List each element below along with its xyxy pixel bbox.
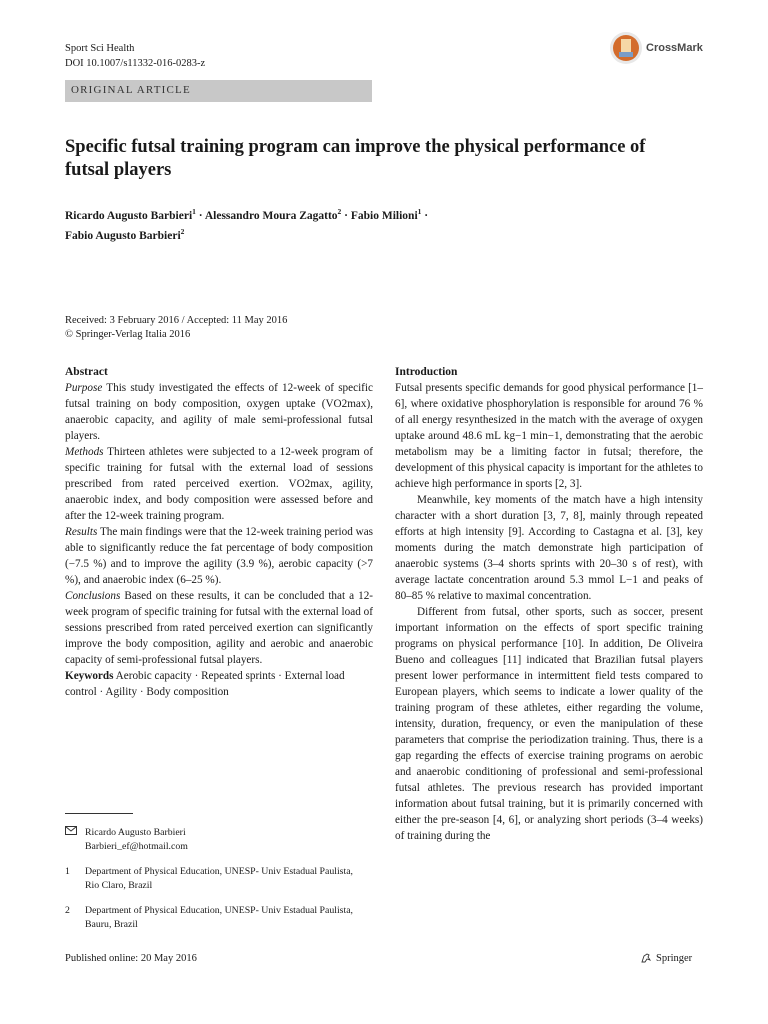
crossmark-label: CrossMark <box>646 42 703 54</box>
journal-header <box>65 41 205 71</box>
author-name: Alessandro Moura Zagatto <box>204 209 338 222</box>
author-name: Fabio Milioni <box>350 209 418 222</box>
publisher-name: Springer <box>656 952 693 964</box>
corresponding-author <box>65 826 365 854</box>
received-accepted-dates: Received: 3 February 2016 / Accepted: 11 May 2016 <box>65 315 288 326</box>
doi[interactable]: DOI 10.1007/s11332-016-0283-z <box>65 58 206 69</box>
abstract-conclusions <box>65 588 373 668</box>
conclusions-label: Conclusions <box>65 590 121 602</box>
author-affiliation-mark: 1 <box>192 207 196 216</box>
affiliation-mark: 1 <box>65 866 70 877</box>
journal-name: Sport Sci Health <box>65 43 135 54</box>
author-name: Ricardo Augusto Barbieri <box>65 209 193 222</box>
keywords <box>65 668 373 700</box>
results-label: Results <box>65 526 98 538</box>
footnotes <box>65 826 365 943</box>
contact-name: Ricardo Augusto Barbieri <box>85 827 186 838</box>
intro-paragraph-1: Futsal presents specific demands for good physical performance [1–6], where oxidative phosphorylation is responsible for around 76 % of all energy resynthesized in the match with the average of oxygen uptake around 48.6 mL kg−1 min−1, demonstrating that the aerobic metabolism may be a limiting factor in futsal; therefore, the development of this physical capacity is important for the athletes to achieve high performance in sports [2, 3]. <box>395 382 703 490</box>
publisher-logo <box>640 952 692 964</box>
purpose-text: This study investigated the effects of 12-week of specific futsal training on body composition, oxygen uptake (VO2max), anaerobic capacity, and agility of male semi-professional futsal players. <box>65 382 373 442</box>
paper-title: Specific futsal training program can improve the physical performance of futsal players <box>65 137 646 180</box>
purpose-label: Purpose <box>65 382 103 394</box>
author-list: Ricardo Augusto Barbieri$^1$ · Alessandro Moura Zagatto$^2$ · Fabio Milioni$^1$ · Fabio Augusto Barbieri$^2$ <box>65 207 429 242</box>
abstract-results <box>65 524 373 588</box>
article-type: ORIGINAL ARTICLE <box>71 84 191 96</box>
conclusions-text: Based on these results, it can be concluded that a 12-week program of specific training for futsal with the external load of sessions prescribed from rated perceived exertion can significantly improve the body composition, agility and aerobic and anaerobic capacity of semi-professional futsal players. <box>65 590 374 666</box>
contact-email[interactable]: Barbieri_ef@hotmail.com <box>85 841 188 852</box>
springer-horse-icon <box>640 952 652 964</box>
article-type-banner <box>65 80 372 102</box>
author-affiliation-mark: 2 <box>180 226 185 236</box>
affiliation-text: Department of Physical Education, UNESP- Univ Estadual Paulista, Rio Claro, Brazil <box>85 866 354 891</box>
affiliation-2 <box>65 904 365 932</box>
intro-paragraph-2: Meanwhile, key moments of the match have a high intensity character with a short duration [3, 7, 8], mainly through repeated efforts at high intensity [9]. According to Castagna et al. [3], key moments during the match demonstrate high participation of anaerobic systems (3–4 shorts sprints with 20–30 s of rest), with average lactate concentration around 5.3 mmol L−1 and peaks of 80–85 % relative to maximal concentration. <box>395 494 703 602</box>
author-name: Fabio Augusto Barbieri <box>65 229 181 242</box>
introduction-heading: Introduction <box>395 366 458 378</box>
methods-text: Thirteen athletes were subjected to a 12-week program of specific training for futsal with the external load of sessions prescribed from rated perceived exertion. VO2max, agility, anaerobic index, and body composition were assessed before and after the 12-week training program. <box>65 446 373 522</box>
crossmark-logo[interactable] <box>610 31 720 65</box>
keywords-label: Keywords <box>65 670 114 682</box>
publication-history <box>65 314 287 342</box>
affiliation-mark: 2 <box>65 905 70 916</box>
keywords-text: Aerobic capacity · Repeated sprints · External load control · Agility · Body composition <box>65 670 345 698</box>
abstract-heading: Abstract <box>65 366 108 378</box>
copyright-notice: © Springer-Verlag Italia 2016 <box>65 329 191 340</box>
crossmark-icon <box>610 32 642 64</box>
envelope-icon <box>65 826 85 854</box>
published-date: Published online: 20 May 2016 <box>65 953 197 964</box>
affiliation-1 <box>65 865 365 893</box>
results-text: The main findings were that the 12-week training period was able to significantly reduce the fat percentage of body composition (−7.5 %) and to improve the agility (3.9 %), aerobic capacity (>7 %), and anaerobic index (6–25 %). <box>65 526 374 586</box>
author-affiliation-mark: 1 <box>417 207 422 216</box>
abstract-purpose <box>65 380 373 444</box>
abstract-column <box>65 364 373 700</box>
abstract-methods <box>65 444 373 524</box>
methods-label: Methods <box>65 446 104 458</box>
introduction-column <box>395 364 703 844</box>
author-affiliation-mark: 2 <box>337 207 342 216</box>
affiliation-text: Department of Physical Education, UNESP- Univ Estadual Paulista, Bauru, Brazil <box>85 905 354 930</box>
footnote-divider <box>65 813 133 814</box>
intro-paragraph-3: Different from futsal, other sports, such as soccer, present important information on the effects of sport specific training programs on physical performance [10]. In addition, De Oliveira Bueno and colleagues [11] indicated that Brazilian futsal players present lower performance in intermittent field tests compared to European players, which seems to indicate a lower quality of the training program of these athletes, either regarding the volume, intensity, duration, frequency, or even the manipulation of these parameters that comprise the periodization training. Thus, there is a gap regarding the effects of exercise training programs on aerobic and anaerobic conditioning of professional and semi-professional futsal athletes. The previous research has provided important information about futsal training, but it is primarily concerned with either the pre-season [4, 6], or analyzing short periods (3–4 weeks) of training during the <box>395 606 703 842</box>
